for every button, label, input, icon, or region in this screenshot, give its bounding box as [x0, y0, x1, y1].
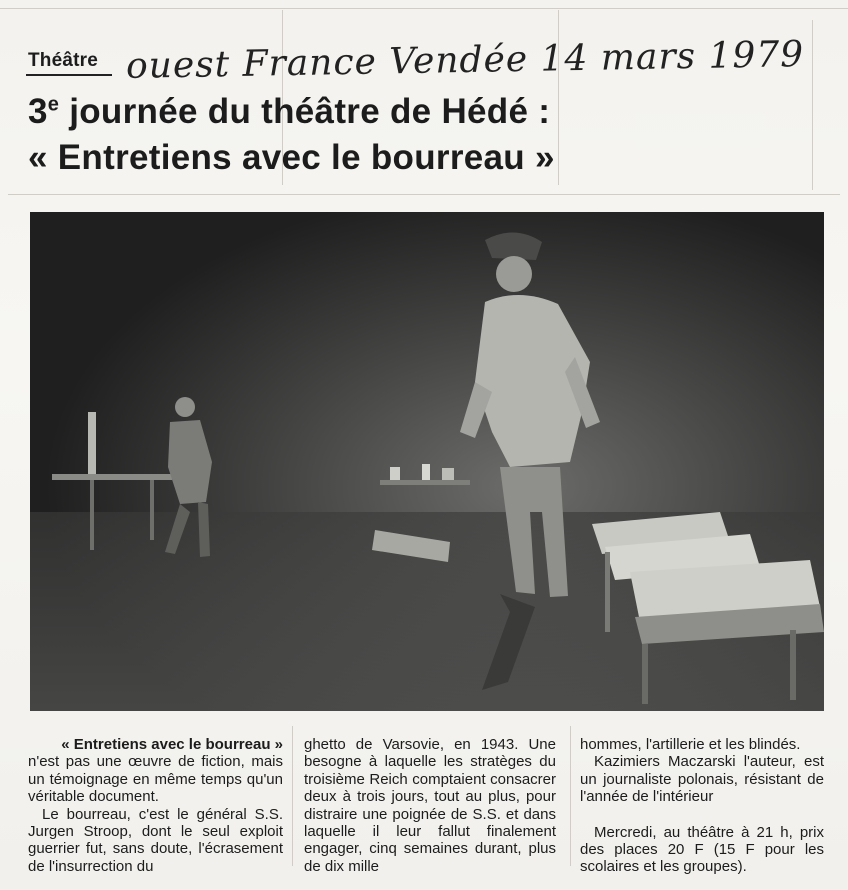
rubric-label: Théâtre	[28, 50, 99, 71]
rubric-underline	[26, 74, 112, 76]
paragraph-bourreau: Le bourreau, c'est le général S.S. Jurgen Stroop, dont le seul exploit guerrier fut, sans doute, l'écrasement de l'insurrection du	[28, 805, 283, 875]
paragraph-ghetto: ghetto de Varsovie, en 1943. Une besogne à laquelle les stratèges du troisième Reich comptaient consacrer deux à trois jours, tout au plus, pour distraire une poignée de S.S. et dans laquelle il leur fallut finalement engager, cinq semaines durant, plus de dix mille	[304, 736, 556, 875]
stage-scene	[30, 212, 824, 711]
article-column-3	[580, 736, 824, 876]
headline-line-2: « Entretiens avec le bourreau »	[28, 138, 555, 177]
caption-title: « Entretiens avec le bourreau »	[61, 736, 283, 753]
column-rule	[812, 20, 813, 190]
article-column-2	[304, 736, 556, 875]
column-rule	[292, 726, 293, 866]
headline-line-1: 3e journée du théâtre de Hédé :	[28, 92, 551, 131]
paragraph-artillerie: hommes, l'artillerie et les blindés.	[580, 736, 801, 753]
article-column-1	[28, 736, 283, 875]
handwritten-annotation: ouest France Vendée 14 mars 1979	[125, 34, 805, 87]
paragraph-horaires: Mercredi, au théâtre à 21 h, prix des places 20 F (15 F pour les scolaires et les groupes).	[580, 823, 824, 876]
column-rule	[570, 726, 571, 866]
paragraph-auteur: Kazimiers Maczarski l'auteur, est un journaliste polonais, résistant de l'année de l'intérieur	[580, 753, 824, 806]
stage-photograph	[30, 212, 824, 711]
clipping-edge	[0, 8, 848, 9]
paragraph-intro: n'est pas une œuvre de fiction, mais un témoignage en même temps qu'un véritable document.	[28, 753, 283, 806]
section-rule	[8, 194, 840, 195]
column-rule	[558, 10, 559, 185]
